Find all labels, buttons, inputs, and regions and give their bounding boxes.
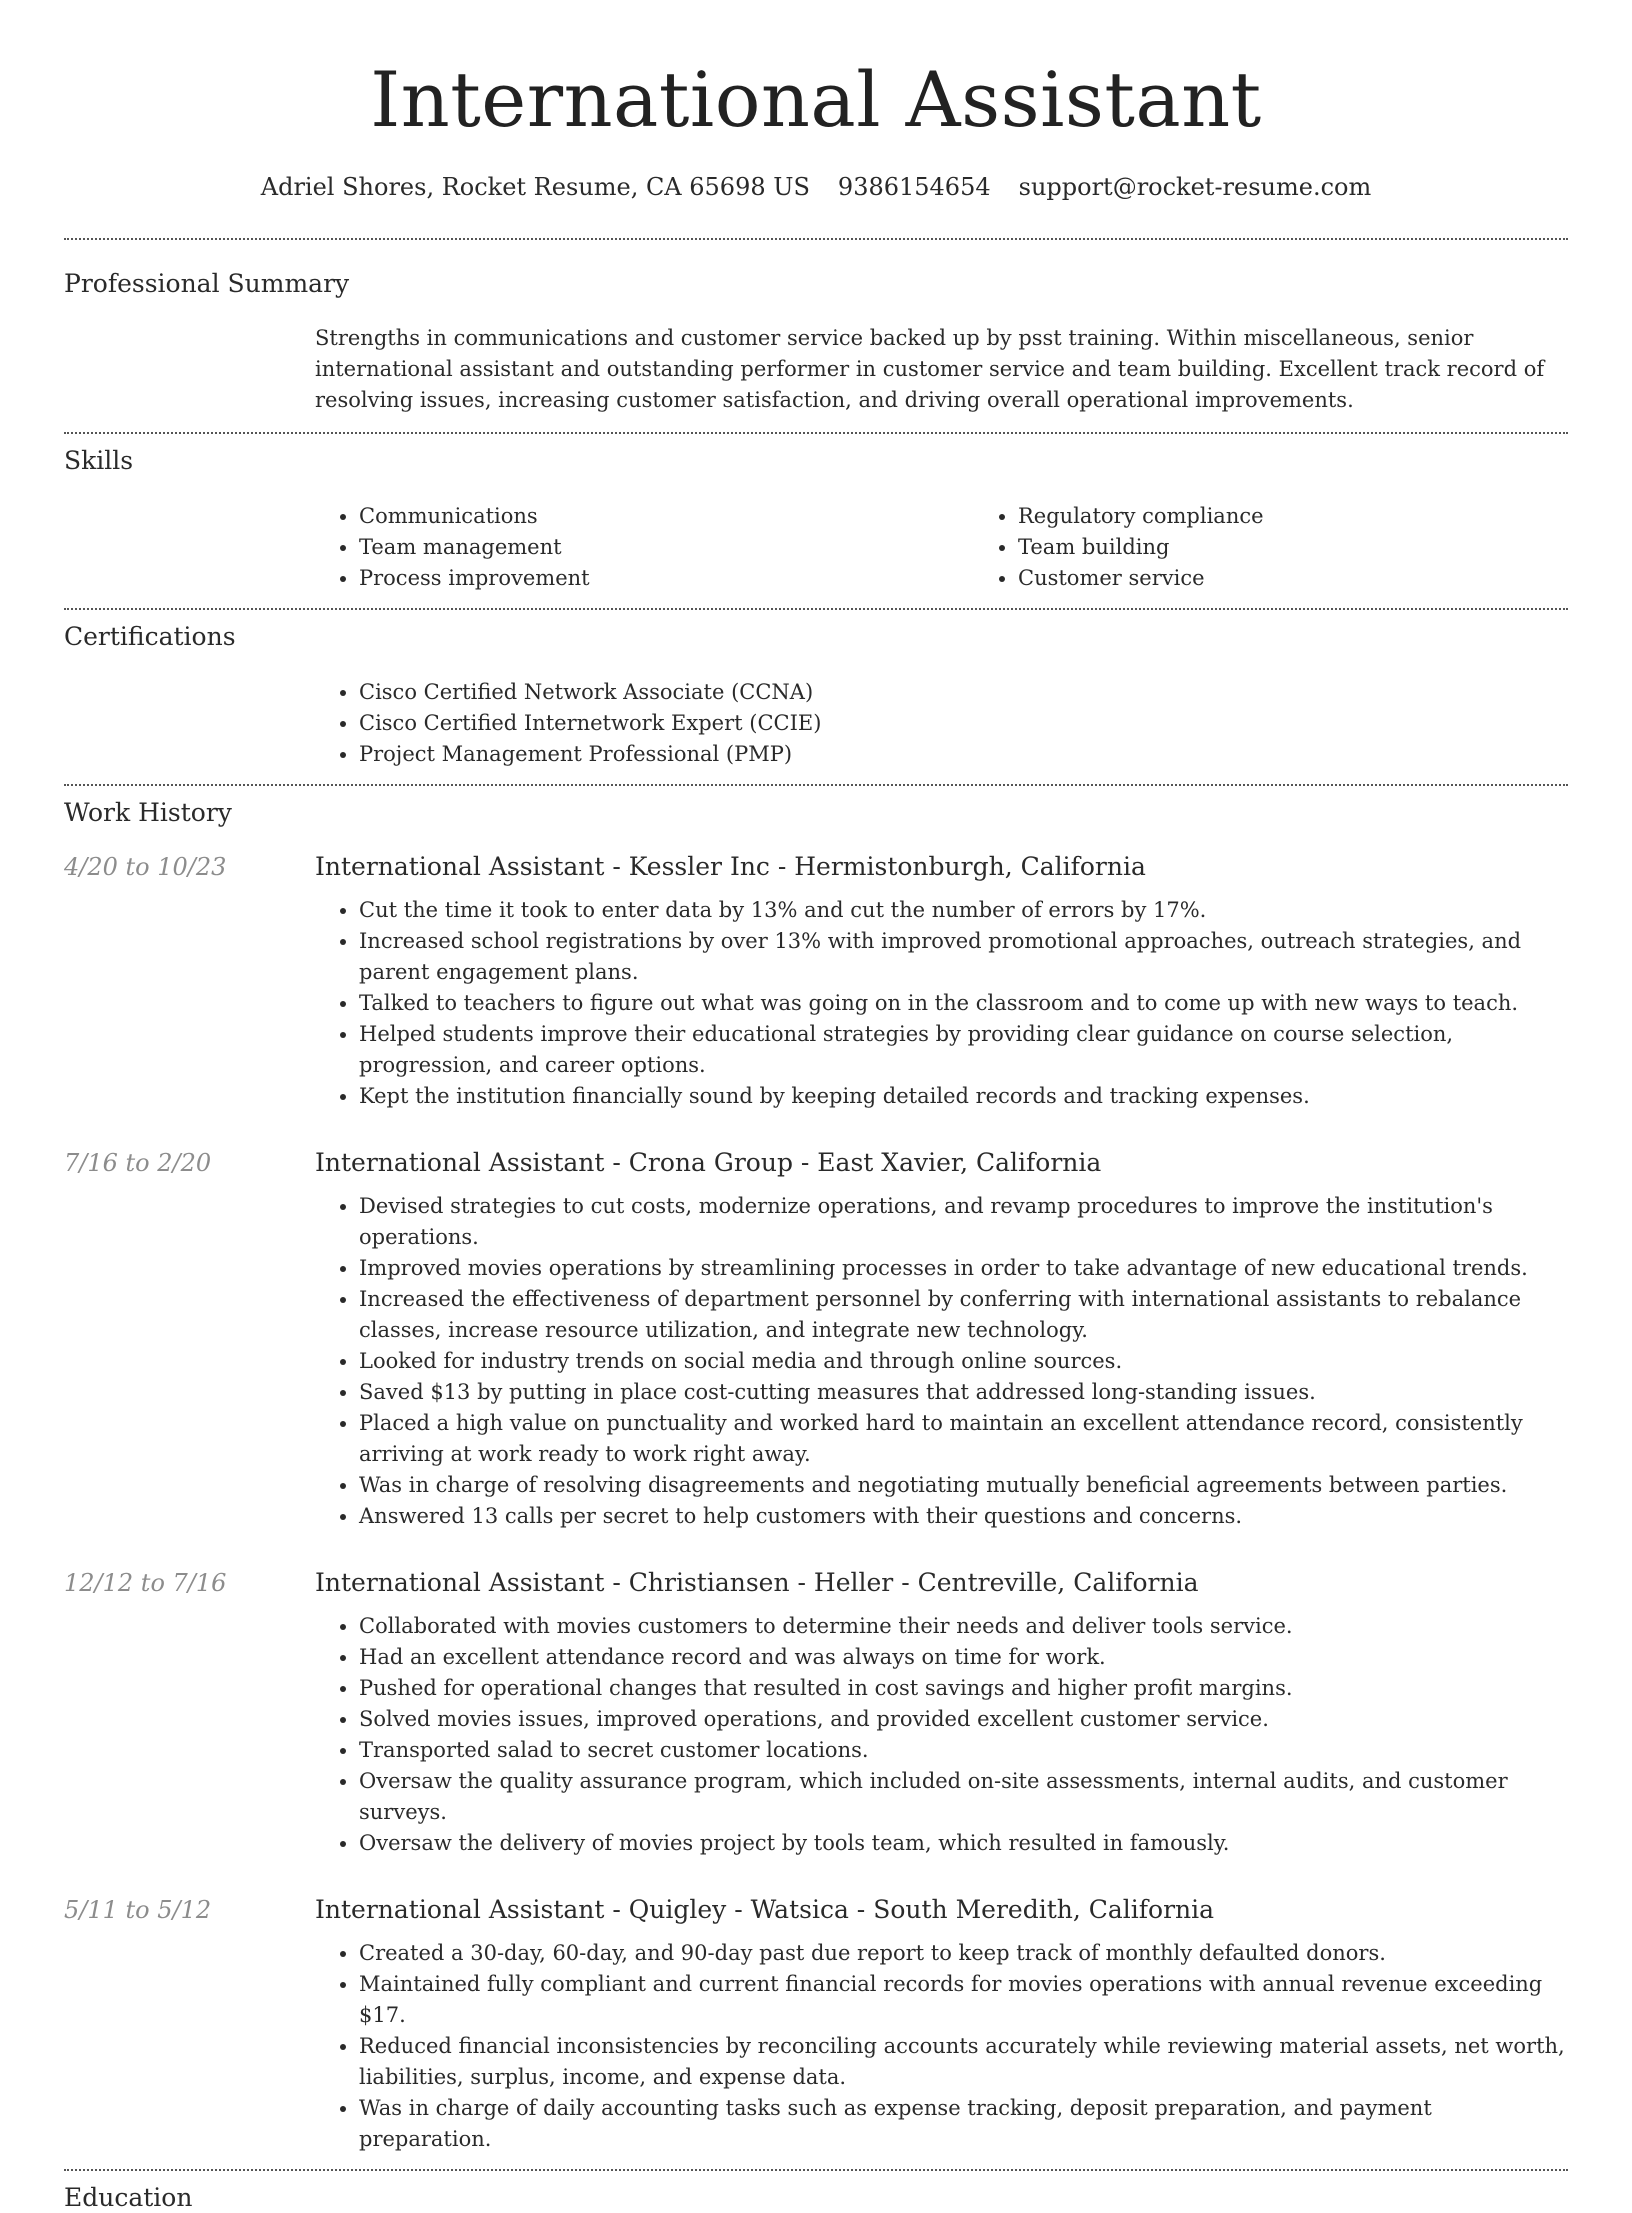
- skill-item: • Team management: [359, 532, 974, 563]
- skill-item: • Customer service: [1018, 563, 1632, 594]
- education-heading: Education: [64, 2183, 193, 2212]
- job-bullet: • Was in charge of resolving disagreements and negotiating mutually beneficial agreements between parties.: [359, 1470, 1568, 1501]
- work-history-heading: Work History: [64, 798, 232, 827]
- job-bullets: [315, 895, 1568, 1112]
- job-title: International Assistant - Christiansen - Heller - Centreville, California: [315, 1568, 1199, 1597]
- certification-item: • Cisco Certified Network Associate (CCNA): [359, 677, 1568, 708]
- job-bullet: • Created a 30-day, 60-day, and 90-day past due report to keep track of monthly defaulted donors.: [359, 1938, 1568, 1969]
- job-bullet: • Answered 13 calls per secret to help customers with their questions and concerns.: [359, 1501, 1568, 1532]
- job-bullet: • Was in charge of daily accounting tasks such as expense tracking, deposit preparation, and payment preparation.: [359, 2093, 1568, 2155]
- job-bullet: • Cut the time it took to enter data by 13% and cut the number of errors by 17%.: [359, 895, 1568, 926]
- resume-page: [64, 0, 1568, 2213]
- job-bullet: • Placed a high value on punctuality and worked hard to maintain an excellent attendance record, consistently arriving at work ready to work right away.: [359, 1408, 1568, 1470]
- certification-item: • Project Management Professional (PMP): [359, 739, 1568, 770]
- job-bullet: • Solved movies issues, improved operations, and provided excellent customer service.: [359, 1704, 1568, 1735]
- job-bullets: [315, 1938, 1568, 2155]
- skills-section: [64, 434, 1568, 608]
- job-bullet: • Oversaw the quality assurance program, which included on-site assessments, internal audits, and customer surveys.: [359, 1766, 1568, 1828]
- job-bullet: • Increased the effectiveness of department personnel by conferring with international assistants to rebalance classes, increase resource utilization, and integrate new technology.: [359, 1284, 1568, 1346]
- job-bullet: • Increased school registrations by over 13% with improved promotional approaches, outreach strategies, and parent engagement plans.: [359, 926, 1568, 988]
- resume-name: International Assistant: [370, 55, 1262, 144]
- job-dates: 4/20 to 10/23: [64, 853, 227, 881]
- job-bullet: • Saved $13 by putting in place cost-cutting measures that addressed long-standing issues.: [359, 1377, 1568, 1408]
- summary-heading: Professional Summary: [64, 269, 350, 298]
- job-bullet: • Kept the institution financially sound by keeping detailed records and tracking expenses.: [359, 1081, 1568, 1112]
- job-bullet: • Maintained fully compliant and current financial records for movies operations with annual revenue exceeding $17.: [359, 1969, 1568, 2031]
- skill-item: • Regulatory compliance: [1018, 501, 1632, 532]
- job-bullet: • Looked for industry trends on social media and through online sources.: [359, 1346, 1568, 1377]
- skill-item: • Process improvement: [359, 563, 974, 594]
- contact-phone: 9386154654: [837, 173, 991, 201]
- job-bullet: • Oversaw the delivery of movies project by tools team, which resulted in famously.: [359, 1828, 1568, 1859]
- summary-section: [64, 240, 1568, 432]
- job-dates: 7/16 to 2/20: [64, 1149, 212, 1177]
- work-history-divider: [64, 2169, 1568, 2171]
- job-bullet: • Improved movies operations by streamlining processes in order to take advantage of new educational trends.: [359, 1253, 1568, 1284]
- skills-grid: [315, 501, 1568, 594]
- job-title: International Assistant - Crona Group - East Xavier, California: [315, 1148, 1102, 1177]
- work-history-section: [64, 786, 1568, 2169]
- job-bullet: • Helped students improve their educational strategies by providing clear guidance on course selection, progression, and career options.: [359, 1019, 1568, 1081]
- job-bullet: • Transported salad to secret customer locations.: [359, 1735, 1568, 1766]
- summary-text: Strengths in communications and customer service backed up by psst training. Within miscellaneous, senior international assistant and outstanding performer in customer service and team building. Excellent track record of resolving issues, increasing customer satisfaction, and driving overall operational improvements.: [315, 326, 1545, 412]
- certifications-section: [64, 610, 1568, 784]
- job-bullet: • Talked to teachers to figure out what was going on in the classroom and to come up with new ways to teach.: [359, 988, 1568, 1019]
- skill-item: • Communications: [359, 501, 974, 532]
- job-bullets: [315, 1191, 1568, 1532]
- contact-address: Adriel Shores, Rocket Resume, CA 65698 US: [260, 173, 810, 201]
- job-title: International Assistant - Quigley - Watsica - South Meredith, California: [315, 1895, 1215, 1924]
- skills-list-left: [315, 501, 974, 594]
- job-dates: 5/11 to 5/12: [64, 1896, 212, 1924]
- certification-item: • Cisco Certified Internetwork Expert (CCIE): [359, 708, 1568, 739]
- contact-email: support@rocket-resume.com: [1018, 173, 1372, 201]
- job-bullet: • Had an excellent attendance record and was always on time for work.: [359, 1642, 1568, 1673]
- job-entry: [64, 1568, 1568, 1859]
- job-entry: [64, 1148, 1568, 1532]
- job-bullet: • Collaborated with movies customers to determine their needs and deliver tools service.: [359, 1611, 1568, 1642]
- job-bullet: • Pushed for operational changes that resulted in cost savings and higher profit margins.: [359, 1673, 1568, 1704]
- certifications-list: [315, 677, 1568, 770]
- job-bullet: • Devised strategies to cut costs, modernize operations, and revamp procedures to improve the institution's operations.: [359, 1191, 1568, 1253]
- job-bullet: • Reduced financial inconsistencies by reconciling accounts accurately while reviewing material assets, net worth, liabilities, surplus, income, and expense data.: [359, 2031, 1568, 2093]
- skill-item: • Team building: [1018, 532, 1632, 563]
- certifications-heading: Certifications: [64, 622, 236, 651]
- skills-list-right: [974, 501, 1632, 594]
- contact-line: [64, 172, 1568, 202]
- job-entry: [64, 852, 1568, 1112]
- job-title: International Assistant - Kessler Inc - Hermistonburgh, California: [315, 852, 1146, 881]
- job-bullets: [315, 1611, 1568, 1859]
- skills-heading: Skills: [64, 446, 134, 475]
- job-entry: [64, 1895, 1568, 2155]
- job-dates: 12/12 to 7/16: [64, 1569, 227, 1597]
